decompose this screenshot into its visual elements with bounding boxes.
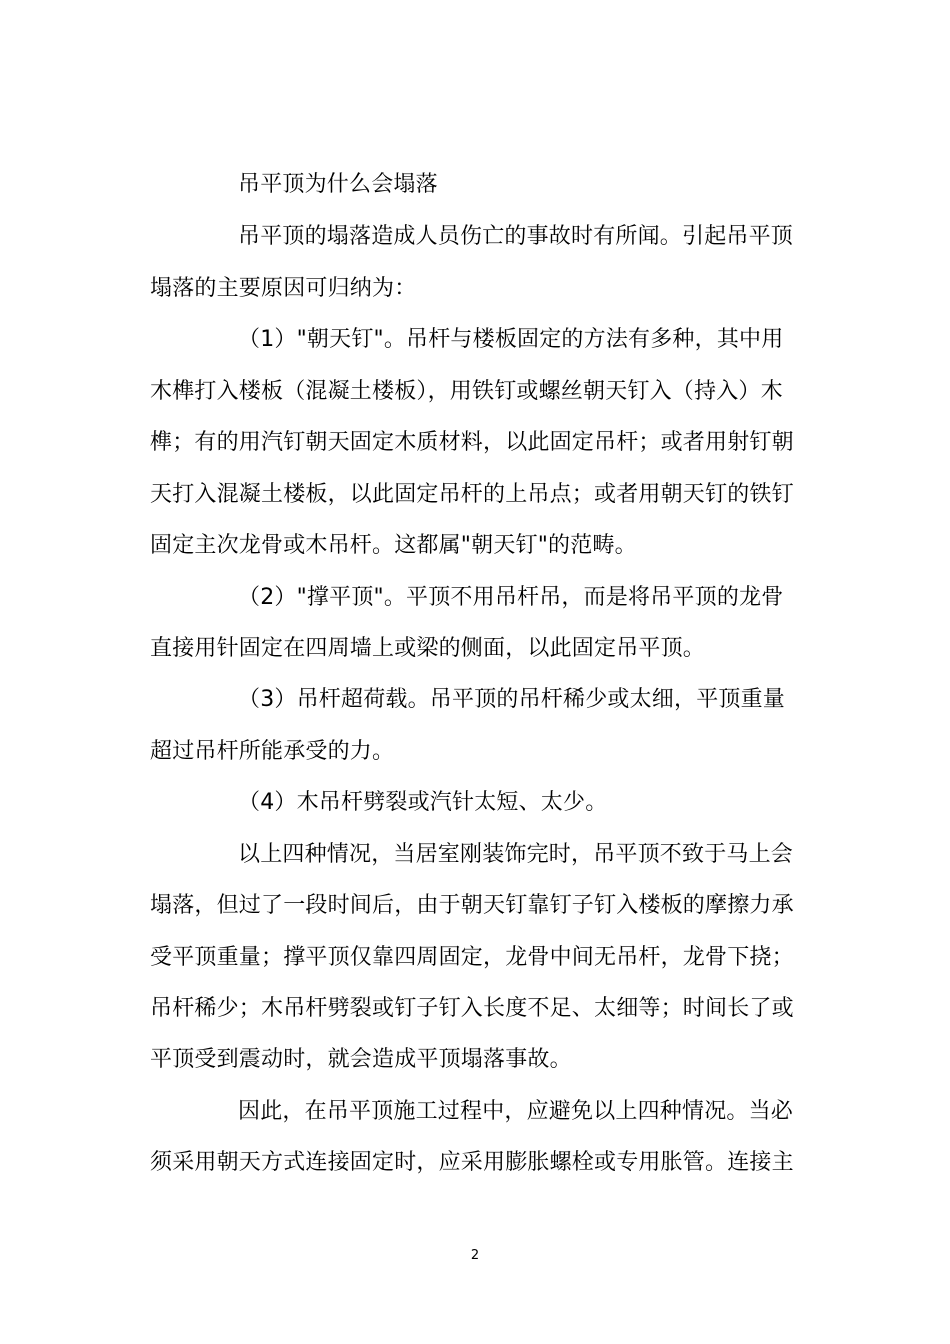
paragraph-line: （4）木吊杆劈裂或汽针太短、太少。 — [238, 790, 608, 815]
paragraph-line: 榫；有的用汽钉朝天固定木质材料，以此固定吊杆；或者用射钉朝 — [150, 430, 794, 455]
paragraph-line: 塌落，但过了一段时间后，由于朝天钉靠钉子钉入楼板的摩擦力承 — [150, 893, 794, 918]
paragraph-line: 固定主次龙骨或木吊杆。这都属"朝天钉"的范畴。 — [150, 533, 637, 558]
paragraph-line: 因此，在吊平顶施工过程中，应避免以上四种情况。当必 — [238, 1099, 794, 1124]
paragraph-line: 平顶受到震动时，就会造成平顶塌落事故。 — [150, 1047, 572, 1072]
paragraph-line: 直接用针固定在四周墙上或梁的侧面，以此固定吊平顶。 — [150, 636, 706, 661]
page-number: 2 — [470, 1248, 480, 1263]
paragraph-line: 吊平顶的塌落造成人员伤亡的事故时有所闻。引起吊平顶 — [238, 224, 794, 249]
paragraph-line: 受平顶重量；撑平顶仅靠四周固定，龙骨中间无吊杆，龙骨下挠； — [150, 945, 794, 970]
paragraph-line: 须采用朝天方式连接固定时，应采用膨胀螺栓或专用胀管。连接主 — [150, 1150, 794, 1175]
paragraph-line: 超过吊杆所能承受的力。 — [150, 739, 395, 764]
paragraph-line: 以上四种情况，当居室刚装饰完时，吊平顶不致于马上会 — [238, 842, 794, 867]
paragraph-line: 木榫打入楼板（混凝土楼板），用铁钉或螺丝朝天钉入（持入）木 — [150, 379, 783, 404]
paragraph-line: （2）"撑平顶"。平顶不用吊杆吊，而是将吊平顶的龙骨 — [238, 585, 784, 610]
paragraph-line: （1）"朝天钉"。吊杆与楼板固定的方法有多种，其中用 — [238, 327, 784, 352]
paragraph-line: （3）吊杆超荷载。吊平顶的吊杆稀少或太细，平顶重量 — [238, 687, 785, 712]
paragraph-line: 天打入混凝土楼板，以此固定吊杆的上吊点；或者用朝天钉的铁钉 — [150, 482, 794, 507]
paragraph-line: 塌落的主要原因可归纳为： — [150, 276, 417, 301]
paragraph-line: 吊杆稀少；木吊杆劈裂或钉子钉入长度不足、太细等；时间长了或 — [150, 996, 794, 1021]
document-title: 吊平顶为什么会塌落 — [238, 172, 438, 197]
